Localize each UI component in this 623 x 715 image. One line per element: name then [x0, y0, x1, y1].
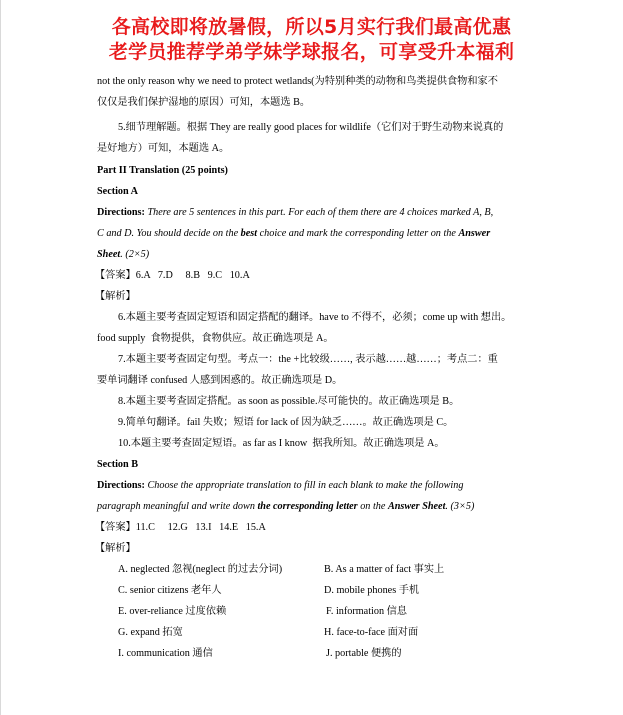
directions-emphasis: Sheet: [97, 249, 121, 260]
p1-line-2: 仅仅是我们保护湿地的原因）可知，本题选 B。: [97, 97, 311, 108]
directions-label: Directions:: [97, 480, 145, 491]
explanation-6-line-2: food supply 食物提供，食物供应。故正确选项是 A。: [97, 333, 334, 344]
directions-text: C and D. You should decide on the: [97, 228, 239, 239]
option-g: G. expand 拓宽: [118, 627, 183, 638]
option-h: H. face-to-face 面对面: [324, 627, 419, 638]
option-j: J. portable 便携的: [326, 648, 402, 659]
explanation-8: 8.本题主要考查固定搭配。as soon as possible.尽可能快的。故正确选项是 B。: [118, 396, 460, 407]
section-b-answer: 【答案】11.C 12.G 13.I 14.E 15.A: [95, 522, 266, 533]
explanation-7-line-1: 7.本题主要考查固定句型。考点一：the +比较级……, 表示越……越……；考点二：重: [118, 354, 498, 365]
section-a-directions-line-1: [97, 206, 493, 220]
promo-line-2: 老学员推荐学弟学妹学球报名，可享受升本福利: [108, 41, 515, 63]
directions-text: . (2×5): [120, 249, 150, 260]
p1-line-1: not the only reason why we need to protect wetlands(为特别种类的动物和鸟类提供食物和家不: [97, 76, 498, 87]
explanation-6-line-1: 6.本题主要考查固定短语和固定搭配的翻译。have to 不得不，必须；come up with 想出。: [118, 312, 512, 323]
section-a-answer: 【答案】6.A 7.D 8.B 9.C 10.A: [95, 270, 250, 281]
p2-line-1: 5.细节理解题。根据 They are really good places for wildlife（它们对于野生动物来说真的: [118, 122, 504, 133]
page-left-edge: [0, 0, 1, 715]
directions-text: There are 5 sentences in this part. For each of them there are 4 choices marked A, B,: [147, 207, 494, 218]
section-b-title: Section B: [97, 459, 139, 470]
section-a-title: Section A: [97, 186, 139, 197]
part2-title: Part II Translation (25 points): [97, 165, 228, 176]
option-f: F. information 信息: [326, 606, 407, 617]
explanation-7-line-2: 要单词翻译 confused 人感到困惑的。故正确选项是 D。: [97, 375, 343, 386]
p2-line-2: 是好地方）可知，本题选 A。: [97, 143, 230, 154]
section-a-directions-line-3: [97, 248, 149, 262]
section-b-analysis-label: 【解析】: [95, 543, 136, 554]
promo-line-1: 各高校即将放暑假，所以5月实行我们最高优惠: [111, 16, 512, 38]
promo-banner: [0, 15, 623, 65]
option-d: D. mobile phones 手机: [324, 585, 420, 596]
section-b-directions-line-1: [97, 479, 463, 493]
directions-text: paragraph meaningful and write down: [97, 501, 255, 512]
directions-emphasis: Answer: [458, 228, 491, 239]
option-c: C. senior citizens 老年人: [118, 585, 222, 596]
directions-text: on the: [360, 501, 386, 512]
directions-text: Choose the appropriate translation to fill in each blank to make the following: [147, 480, 464, 491]
directions-emphasis: best: [240, 228, 258, 239]
directions-emphasis: Answer Sheet: [387, 501, 446, 512]
option-e: E. over-reliance 过度依赖: [118, 606, 227, 617]
explanation-9: 9.简单句翻译。fail 失败；短语 for lack of 因为缺乏……。故正确选项是 C。: [118, 417, 454, 428]
explanation-10: 10.本题主要考查固定短语。as far as I know 据我所知。故正确选项是 A。: [118, 438, 445, 449]
section-b-directions-line-2: [97, 500, 474, 514]
option-b: B. As a matter of fact 事实上: [324, 564, 445, 575]
directions-text: . (3×5): [445, 501, 475, 512]
option-i: I. communication 通信: [118, 648, 213, 659]
option-a: A. neglected 忽视(neglect 的过去分词): [118, 564, 283, 575]
directions-label: Directions:: [97, 207, 145, 218]
section-a-analysis-label: 【解析】: [95, 291, 136, 302]
section-a-directions-line-2: [97, 227, 490, 241]
directions-text: choice and mark the corresponding letter on the: [259, 228, 456, 239]
directions-emphasis: the corresponding letter: [257, 501, 358, 512]
